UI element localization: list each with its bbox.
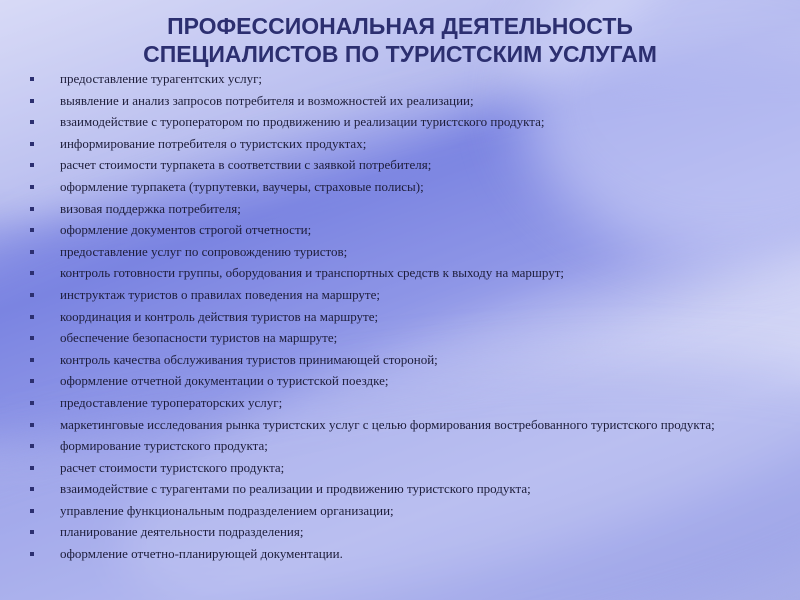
list-item-text: информирование потребителя о туристских продуктах; [60, 135, 367, 151]
square-bullet-icon [30, 509, 34, 513]
square-bullet-icon [30, 315, 34, 319]
square-bullet-icon [30, 228, 34, 232]
square-bullet-icon [30, 250, 34, 254]
square-bullet-icon [30, 163, 34, 167]
square-bullet-icon [30, 423, 34, 427]
square-bullet-icon [30, 379, 34, 383]
list-item-text: расчет стоимости туристского продукта; [60, 459, 285, 475]
list-item [30, 330, 720, 346]
square-bullet-icon [30, 120, 34, 124]
list-item-text: оформление отчетной документации о туристской поездке; [60, 373, 389, 389]
slide-title [40, 12, 760, 68]
square-bullet-icon [30, 142, 34, 146]
list-item-text: предоставление услуг по сопровождению туристов; [60, 243, 348, 259]
list-item-text: инструктаж туристов о правилах поведения на маршруте; [60, 286, 380, 302]
list-item-text: выявление и анализ запросов потребителя и возможностей их реализации; [60, 92, 474, 108]
list-item-text: взаимодействие с турагентами по реализации и продвижению туристского продукта; [60, 481, 531, 497]
list-item-text: взаимодействие с туроператором по продвижению и реализации туристского продукта; [60, 114, 545, 130]
list-item-text: координация и контроль действия туристов на маршруте; [60, 308, 379, 324]
slide-title-line-2: СПЕЦИАЛИСТОВ ПО ТУРИСТСКИМ УСЛУГАМ [143, 41, 657, 67]
list-item-text: оформление документов строгой отчетности; [60, 222, 312, 238]
list-item-text: оформление турпакета (турпутевки, ваучеры, страховые полисы); [60, 178, 424, 194]
list-item-text: визовая поддержка потребителя; [60, 200, 241, 216]
list-item [30, 546, 720, 562]
slide-title-line-1: ПРОФЕССИОНАЛЬНАЯ ДЕЯТЕЛЬНОСТЬ [167, 13, 633, 39]
list-item [30, 179, 720, 195]
square-bullet-icon [30, 487, 34, 491]
list-item [30, 395, 720, 411]
square-bullet-icon [30, 185, 34, 189]
list-item-text: расчет стоимости турпакета в соответствии с заявкой потребителя; [60, 157, 432, 173]
list-item-text: предоставление турагентских услуг; [60, 71, 263, 86]
list-item [30, 460, 720, 476]
list-item-text: формирование туристского продукта; [60, 438, 268, 454]
list-item [30, 481, 720, 497]
list-item [30, 309, 720, 325]
square-bullet-icon [30, 552, 34, 556]
square-bullet-icon [30, 77, 34, 81]
list-item-text: оформление отчетно-планирующей документации. [60, 546, 343, 562]
list-item-text: контроль качества обслуживания туристов принимающей стороной; [60, 351, 438, 367]
square-bullet-icon [30, 207, 34, 211]
list-item [30, 503, 720, 519]
list-item [30, 524, 720, 540]
list-item [30, 201, 720, 217]
list-item-text: обеспечение безопасности туристов на маршруте; [60, 330, 338, 346]
list-item [30, 417, 720, 433]
list-item [30, 157, 720, 173]
square-bullet-icon [30, 336, 34, 340]
square-bullet-icon [30, 444, 34, 448]
list-item [30, 136, 720, 152]
square-bullet-icon [30, 401, 34, 405]
list-item [30, 352, 720, 368]
list-item [30, 244, 720, 260]
list-item-text: контроль готовности группы, оборудования и транспортных средств к выходу на маршрут; [60, 265, 565, 281]
list-item-text: управление функциональным подразделением организации; [60, 502, 394, 518]
list-item [30, 287, 720, 303]
list-item [30, 71, 720, 87]
list-item [30, 373, 720, 389]
square-bullet-icon [30, 271, 34, 275]
bullet-list [30, 71, 720, 568]
list-item [30, 438, 720, 454]
list-item [30, 93, 720, 109]
list-item-text: маркетинговые исследования рынка туристских услуг с целью формирования востребованного туристского продукта; [60, 416, 715, 432]
list-item [30, 222, 720, 238]
square-bullet-icon [30, 99, 34, 103]
list-item-text: предоставление туроператорских услуг; [60, 394, 283, 410]
square-bullet-icon [30, 358, 34, 362]
square-bullet-icon [30, 466, 34, 470]
list-item [30, 265, 720, 281]
square-bullet-icon [30, 293, 34, 297]
list-item-text: планирование деятельности подразделения; [60, 524, 304, 540]
list-item [30, 114, 720, 130]
square-bullet-icon [30, 530, 34, 534]
